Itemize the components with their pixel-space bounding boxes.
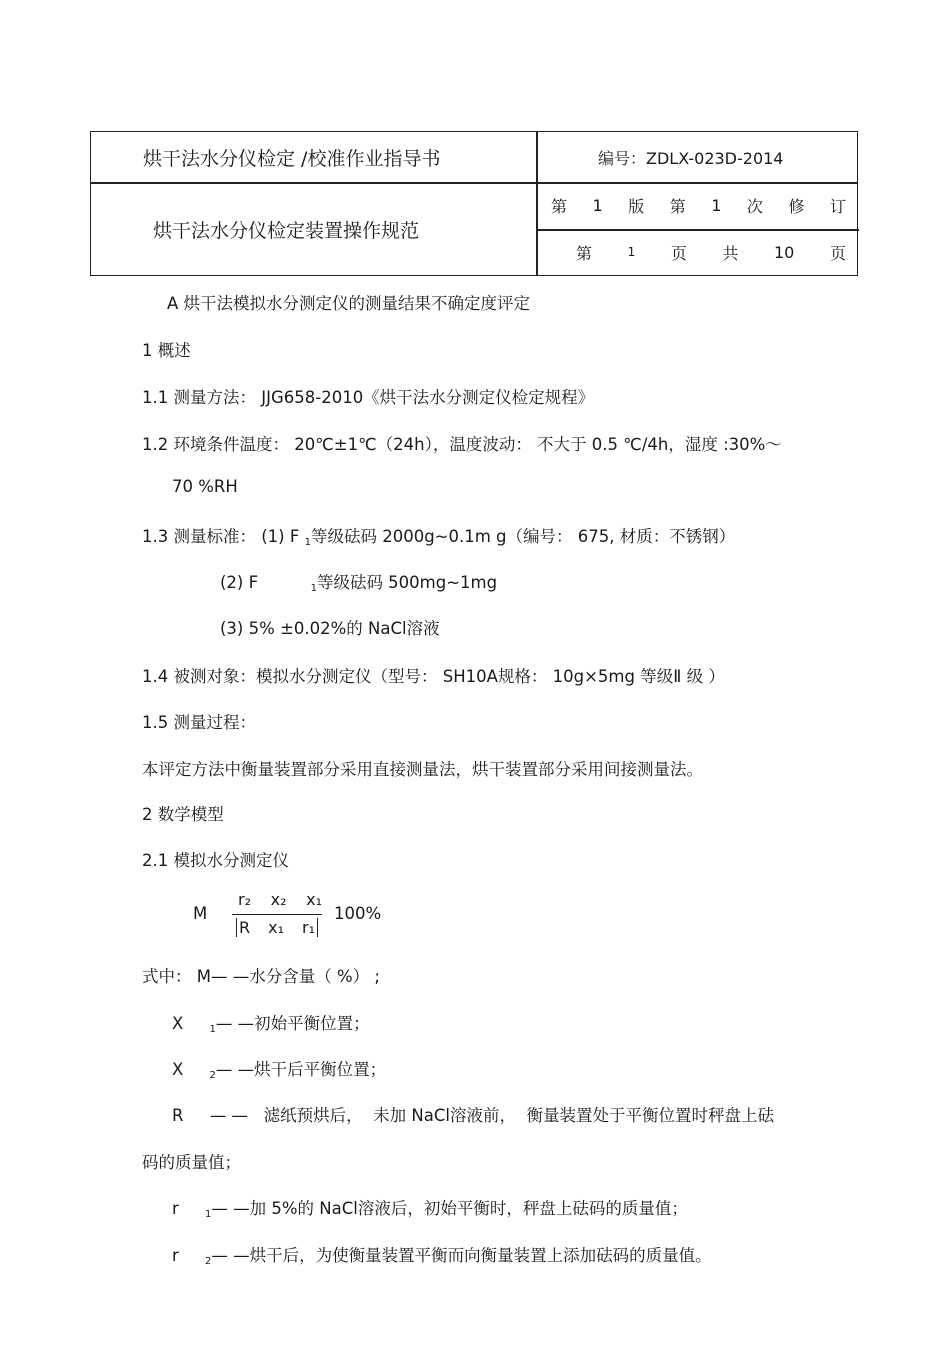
page-part: 第 [576,243,593,263]
subscript: 2 [209,1070,216,1081]
revision-part: 版 [628,197,645,216]
section-1-5: 1.5 测量过程： [142,713,256,732]
section-2-1: 2.1 模拟水分测定仪 [142,851,289,870]
subscript: 1 [205,1209,212,1220]
fraction-bar [232,914,322,915]
formula-denominator [236,918,318,937]
section-2-heading: 2 数学模型 [142,805,224,824]
formula-rhs: 100% [334,904,382,923]
formula-fraction [232,890,322,940]
definition-R: R — — 滤纸预烘后， 未加 NaCl溶液前， 衡量装置处于平衡位置时秤盘上砝 [172,1106,774,1125]
revision-part: 订 [829,197,846,216]
formula-term: x₂ [270,890,287,909]
section-1-3-item-2 [220,569,497,594]
revision-part: 1 [711,196,722,215]
section-1-2-cont: 70 %RH [172,477,238,496]
document-title: 烘干法水分仪检定 /校准作业指导书 [143,147,441,170]
formula-term: r₂ [238,890,251,909]
section-1-2: 1.2 环境条件温度： 20℃±1℃（24h），温度波动： 不大于 0.5 ℃/4h，湿度 :30%～ [142,435,782,454]
formula-lhs: M [193,904,208,923]
subscript: 1 [310,583,317,594]
subscript: 2 [205,1256,212,1267]
page-part: 页 [670,243,687,263]
formula-term: x₁ [268,918,284,937]
definition-x2 [172,1056,386,1081]
formula-term: R [236,918,250,937]
formula-numerator [238,890,322,909]
revision-part: 修 [788,197,805,216]
revision-part: 次 [746,197,763,216]
page-part: 共 [722,243,739,263]
formula-term: r₁ [302,918,318,937]
where-clause: 式中： M— —水分含量（ %） ; [142,967,380,986]
section-1-3-item-3: (3) 5% ±0.02%的 NaCl溶液 [220,619,440,638]
formula-term: x₁ [306,890,322,909]
text: — —初始平衡位置； [215,1014,370,1033]
text: — —烘干后平衡位置； [215,1060,387,1079]
section-1-1: 1.1 测量方法： JJG658-2010《烘干法水分测定仪检定规程》 [142,388,595,407]
document-subtitle: 烘干法水分仪检定装置操作规范 [153,220,420,242]
revision-row [551,182,846,229]
method-paragraph: 本评定方法中衡量装置部分采用直接测量法，烘干装置部分采用间接测量法。 [142,760,703,779]
subscript: 1 [209,1024,216,1035]
revision-part: 1 [592,196,603,215]
text: — —烘干后，为使衡量装置平衡而向衡量装置上添加砝码的质量值。 [211,1246,712,1265]
text: r [172,1246,206,1265]
definition-r2 [172,1242,712,1267]
definition-r1 [172,1195,688,1220]
page-number: 1 [627,245,636,259]
section-a-heading: A 烘干法模拟水分测定仪的测量结果不确定度评定 [167,294,531,313]
definition-R-cont: 码的质量值； [142,1153,241,1172]
text: (2) F [220,573,311,592]
revision-part: 第 [551,197,568,216]
text: 等级砝码 2000g~0.1m g（编号： 675, 材质：不锈钢） [310,527,736,546]
text: X [172,1060,210,1079]
table-divider-vertical [536,132,538,275]
revision-part: 第 [669,197,686,216]
document-code: 编号：ZDLX-023D-2014 [598,148,784,168]
subscript: 1 [304,537,311,548]
text: — —加 5%的 NaCl溶液后，初始平衡时，秤盘上砝码的质量值； [211,1199,688,1218]
definition-x1 [172,1010,370,1035]
text: r [172,1199,206,1218]
page-total: 10 [774,242,795,262]
section-1-3 [142,523,735,548]
header-table [90,131,858,276]
text: X [172,1014,210,1033]
page-part: 页 [829,243,846,263]
section-1-heading: 1 概述 [142,341,191,360]
text: 1.3 测量标准： (1) F [142,527,305,546]
page-row [576,229,846,275]
text: 等级砝码 500mg~1mg [316,573,498,592]
section-1-4: 1.4 被测对象：模拟水分测定仪（型号： SH10A规格： 10g×5mg 等级Ⅱ 级 ） [142,667,725,686]
